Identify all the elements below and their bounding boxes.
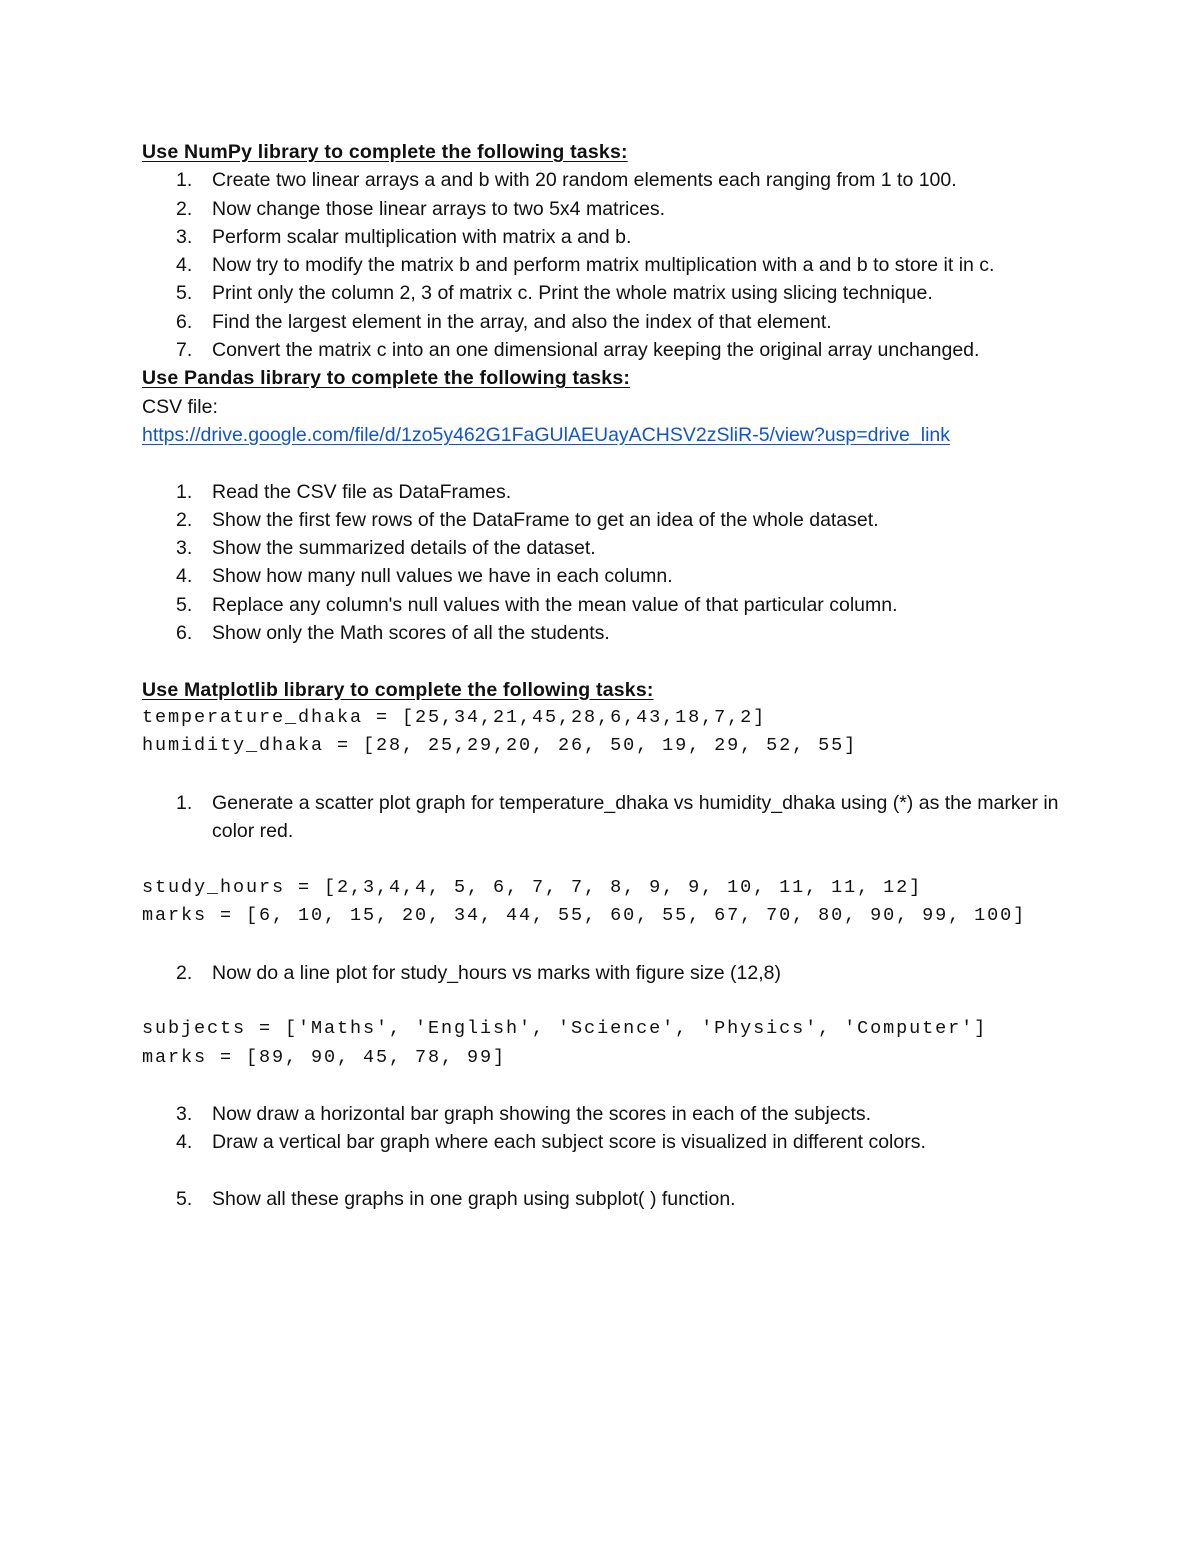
code-line: subjects = ['Maths', 'English', 'Science', 'Physics', 'Computer'] bbox=[142, 1018, 988, 1040]
list-item: 4. Now try to modify the matrix b and perform matrix multiplication with a and b to store it in c. bbox=[176, 254, 995, 277]
list-item: 2. Now do a line plot for study_hours vs marks with figure size (12,8) bbox=[176, 961, 781, 984]
spacer bbox=[142, 761, 1072, 789]
list-item: 1. Read the CSV file as DataFrames. bbox=[176, 480, 512, 503]
spacer bbox=[142, 987, 1072, 1015]
list-item: 4. Show how many null values we have in each column. bbox=[176, 565, 673, 588]
matplotlib-task-3-4 bbox=[142, 1100, 1072, 1157]
matplotlib-task-2 bbox=[142, 959, 1072, 987]
matplotlib-task-1 bbox=[142, 789, 1072, 846]
list-item: 2. Show the first few rows of the DataFrame to get an idea of the whole dataset. bbox=[176, 508, 879, 531]
list-item: 7. Convert the matrix c into an one dimensional array keeping the original array unchanged. bbox=[176, 339, 980, 362]
document-page bbox=[142, 138, 1072, 1213]
spacer bbox=[142, 845, 1072, 873]
spacer bbox=[142, 1157, 1072, 1185]
code-line: temperature_dhaka = [25,34,21,45,28,6,43,18,7,2] bbox=[142, 706, 767, 728]
list-item: 6. Find the largest element in the array, and also the index of that element. bbox=[176, 310, 832, 333]
list-item: 3. Perform scalar multiplication with matrix a and b. bbox=[176, 225, 632, 248]
numpy-heading: Use NumPy library to complete the following tasks: bbox=[142, 141, 628, 163]
csv-label: CSV file: bbox=[142, 395, 218, 418]
list-item: 2. Now change those linear arrays to two 5x4 matrices. bbox=[176, 197, 666, 220]
spacer bbox=[142, 449, 1072, 477]
list-item: 6. Show only the Math scores of all the students. bbox=[176, 622, 610, 645]
matplotlib-task-5 bbox=[142, 1185, 1072, 1213]
list-item: 4. Draw a vertical bar graph where each subject score is visualized in different colors. bbox=[176, 1131, 926, 1154]
matplotlib-heading: Use Matplotlib library to complete the following tasks: bbox=[142, 678, 654, 701]
spacer bbox=[142, 647, 1072, 675]
code-line: study_hours = [2,3,4,4, 5, 6, 7, 7, 8, 9, 9, 10, 11, 11, 12] bbox=[142, 876, 923, 898]
numpy-task-list bbox=[142, 166, 1072, 364]
code-line: marks = [89, 90, 45, 78, 99] bbox=[142, 1046, 507, 1068]
code-line: humidity_dhaka = [28, 25,29,20, 26, 50, 19, 29, 52, 55] bbox=[142, 735, 858, 757]
list-item: 5. Replace any column's null values with the mean value of that particular column. bbox=[176, 593, 898, 616]
list-item: 1. Create two linear arrays a and b with 20 random elements each ranging from 1 to 100. bbox=[176, 169, 957, 192]
list-item: 1. Generate a scatter plot graph for temperature_dhaka vs humidity_dhaka using (*) as the marker in color red. bbox=[176, 791, 1059, 843]
pandas-heading: Use Pandas library to complete the following tasks: bbox=[142, 367, 631, 390]
list-item: 5. Show all these graphs in one graph using subplot( ) function. bbox=[176, 1187, 736, 1210]
list-item: 3. Now draw a horizontal bar graph showing the scores in each of the subjects. bbox=[176, 1103, 872, 1126]
list-item: 3. Show the summarized details of the dataset. bbox=[176, 537, 596, 560]
csv-drive-link[interactable]: https://drive.google.com/file/d/1zo5y462G1FaGUlAEUayACHSV2zSliR-5/view?usp=drive_link bbox=[142, 423, 951, 446]
code-line: marks = [6, 10, 15, 20, 34, 44, 55, 60, 55, 67, 70, 80, 90, 99, 100] bbox=[142, 905, 1027, 927]
list-item: 5. Print only the column 2, 3 of matrix c. Print the whole matrix using slicing technique. bbox=[176, 282, 933, 305]
pandas-task-list bbox=[142, 478, 1072, 648]
spacer bbox=[142, 1072, 1072, 1100]
spacer bbox=[142, 930, 1072, 958]
